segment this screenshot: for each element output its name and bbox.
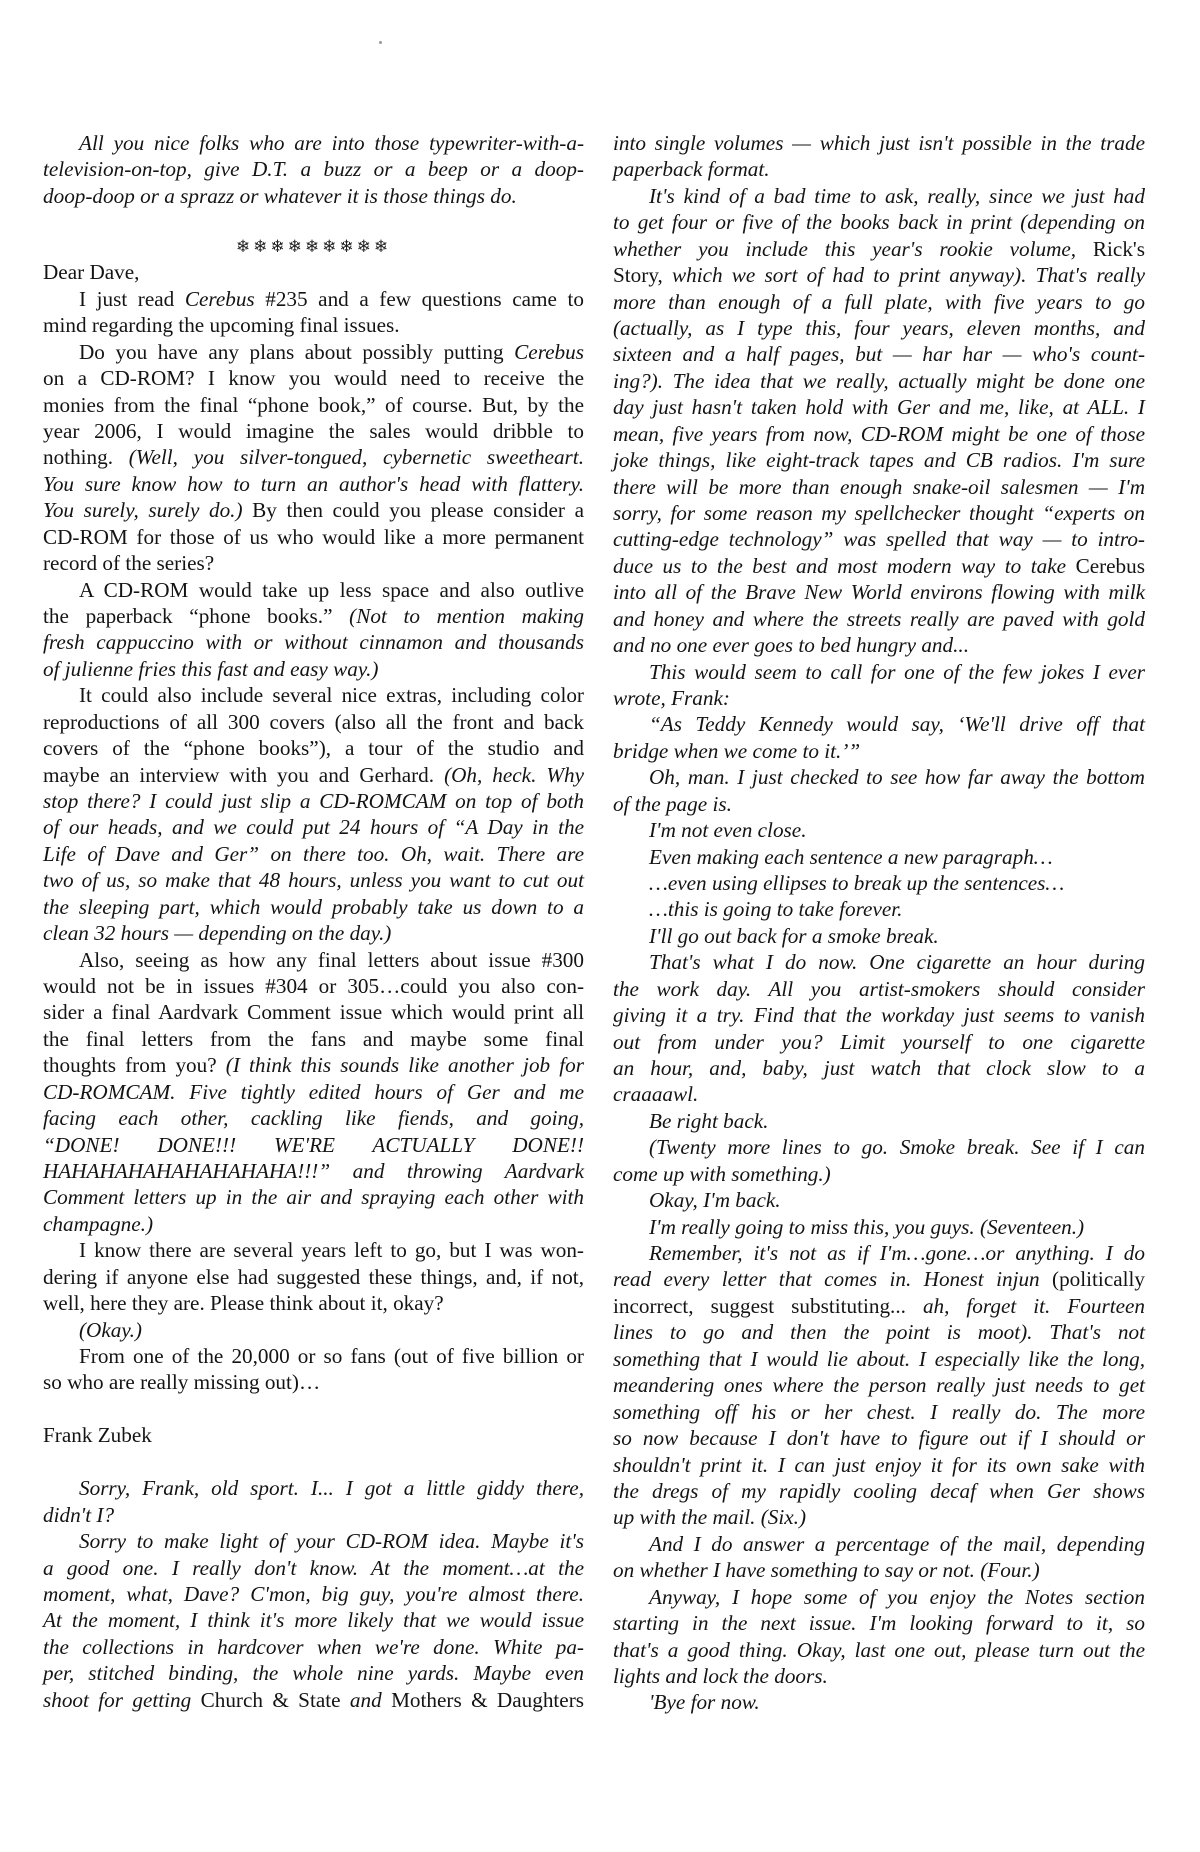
italic-text: something off his or her chest. I really do. The more [613, 1399, 1145, 1424]
italic-text: into all of the Brave New World environs flowing with milk [613, 580, 1145, 605]
roman-text: It could also include several nice extras, including color [79, 683, 584, 708]
roman-text: on a CD-ROM? I know you would need to receive the [43, 366, 584, 391]
text-line [613, 236, 1145, 263]
italic-text: lights and lock the doors. [613, 1663, 828, 1688]
text-line [43, 1502, 584, 1529]
italic-text: of our heads, and we could put 24 hours of “A Day in the [43, 815, 584, 840]
text-line [613, 209, 1145, 236]
italic-text: bridge when we come to it.’” [613, 738, 861, 763]
italic-text: didn't I? [43, 1502, 115, 1527]
italic-text: a good one. I really don't know. At the moment…at the [43, 1555, 584, 1580]
text-line [613, 817, 1145, 844]
text-line [613, 1531, 1145, 1558]
italic-text: of the page is. [613, 791, 732, 816]
text-line [613, 976, 1145, 1003]
text-line [43, 418, 584, 445]
italic-text: 'Bye for now. [649, 1690, 760, 1715]
text-line [43, 603, 584, 630]
roman-text: Mothers & Daughters [391, 1687, 585, 1712]
italic-text: lines to go and then the point is moot). That's not [613, 1320, 1145, 1345]
text-line [43, 682, 584, 709]
text-line [43, 1052, 584, 1079]
text-line [613, 1425, 1145, 1452]
roman-text: I know there are several years left to go, but I was won- [79, 1238, 584, 1263]
roman-text: the paperback “phone books.” [43, 604, 350, 629]
text-line [43, 156, 584, 183]
text-line [43, 1211, 584, 1238]
text-line [43, 1079, 584, 1106]
italic-text: giving it a try. Find that the workday just seems to vanish [613, 1003, 1145, 1028]
text-line [613, 791, 1145, 818]
italic-text: (Twenty more lines to go. Smoke break. See if I can [649, 1135, 1145, 1160]
roman-text: dering if anyone else had suggested these things, and, if not, [43, 1264, 584, 1289]
roman-text: Cerebus [1075, 553, 1145, 578]
italic-text: (Well, you silver-tongued, cybernetic sweetheart. [128, 445, 584, 470]
text-line [43, 1555, 584, 1582]
italic-text: Sorry, Frank, old sport. I... I got a little giddy there, [79, 1476, 584, 1501]
roman-text: Do you have any plans about possibly putting [79, 339, 515, 364]
text-line [613, 1452, 1145, 1479]
italic-text: which we sort of had to print anyway). That's really [662, 263, 1145, 288]
italic-text: ing?). The idea that we really, actually might be done one [613, 368, 1145, 393]
italic-text: cutting-edge technology” was spelled that way — to intro- [613, 527, 1145, 552]
italic-text: read every letter that comes in. Honest injun [613, 1267, 1053, 1292]
text-line [613, 474, 1145, 501]
roman-text: By then could you please consider a [242, 498, 584, 523]
text-line [43, 1237, 584, 1264]
italic-text: …this is going to take forever. [649, 897, 903, 922]
italic-text: “DONE! DONE!!! WE'RE ACTUALLY DONE!! [43, 1132, 584, 1157]
text-line [43, 1528, 584, 1555]
text-line [43, 1475, 584, 1502]
roman-text: sider a final Aardvark Comment issue which would print all [43, 1000, 584, 1025]
text-line [43, 1687, 584, 1714]
text-line [613, 632, 1145, 659]
italic-text: Okay, I'm back. [649, 1188, 781, 1213]
text-line [613, 1372, 1145, 1399]
text-line [613, 896, 1145, 923]
text-line [613, 844, 1145, 871]
italic-text: the dregs of my rapidly cooling decaf when Ger shows [613, 1478, 1145, 1503]
text-line [43, 1317, 584, 1344]
italic-text: of julienne fries this fast and easy way.) [43, 656, 379, 681]
text-line [613, 1346, 1145, 1373]
italic-text: the sleeping part, which would probably take us down to a [43, 894, 584, 919]
italic-text: the collections in hardcover when we're done. White pa- [43, 1634, 584, 1659]
italic-text: meandering ones where the person really just needs to get [613, 1373, 1145, 1398]
italic-text: (actually, as I type this, four years, eleven months, and [613, 316, 1145, 340]
italic-text: up with the mail. (Six.) [613, 1505, 807, 1530]
text-line [613, 1504, 1145, 1531]
text-line [43, 629, 584, 656]
text-line [613, 1637, 1145, 1664]
italic-text: fresh cappuccino with or without cinnamon and thousands [43, 630, 584, 655]
roman-text: reproductions of all 300 covers (also all the front and back [43, 709, 584, 734]
italic-text: That's what I do now. One cigarette an hour during [649, 950, 1145, 975]
italic-text: Comment letters up in the air and spraying each other with [43, 1185, 584, 1210]
text-line [613, 183, 1145, 210]
text-line [43, 339, 584, 366]
roman-text: year 2006, I would imagine the sales would dribble to [43, 419, 584, 443]
text-line [613, 262, 1145, 289]
text-line [43, 524, 584, 551]
italic-text: shoot for getting [43, 1687, 201, 1712]
italic-text: stop there? I could just slip a CD-ROMCAM on top of both [43, 789, 584, 814]
text-line [613, 526, 1145, 553]
text-line [613, 1399, 1145, 1426]
text-line [613, 1187, 1145, 1214]
roman-text: so who are really missing out)… [43, 1370, 321, 1395]
italic-text: Cerebus [514, 339, 584, 364]
italic-text: day just hasn't taken hold with Ger and me, like, at ALL. I [613, 395, 1145, 420]
text-line [613, 1478, 1145, 1505]
text-line [43, 894, 584, 921]
text-line [43, 973, 584, 1000]
italic-text: You surely, surely do.) [43, 498, 243, 523]
text-line [43, 577, 584, 604]
roman-text: record of the series? [43, 551, 215, 576]
text-line [613, 156, 1145, 183]
italic-text: and no one ever goes to bed hungry and... [613, 633, 969, 658]
roman-text: Story, [613, 263, 663, 288]
text-line [43, 867, 584, 894]
text-line [43, 1158, 584, 1185]
text-line [43, 312, 584, 339]
text-line [613, 553, 1145, 580]
italic-text: moment, what, Dave? C'mon, big guy, you're almost there. [43, 1581, 584, 1606]
text-line [43, 130, 584, 157]
text-line [613, 738, 1145, 765]
italic-text: sorry, for some reason my spellchecker thought “experts on [613, 501, 1145, 526]
text-line [43, 709, 584, 736]
text-line [613, 1134, 1145, 1161]
italic-text: facing each other, cackling like fiends, and going, [43, 1106, 584, 1131]
italic-text: (Not to mention making [349, 604, 585, 629]
italic-text: wrote, Frank: [613, 686, 730, 711]
roman-text: Frank Zubek [43, 1423, 152, 1448]
italic-text: to get four or five of the books back in print (depending on [613, 210, 1145, 235]
text-line [613, 1689, 1145, 1716]
roman-text: incorrect, suggest substituting... [613, 1293, 923, 1318]
italic-text: clean 32 hours — depending on the day.) [43, 921, 392, 946]
text-line [43, 1184, 584, 1211]
italic-text: You sure know how to turn an author's head with flattery. [43, 471, 584, 496]
italic-text: Remember, it's not as if I'm…gone…or anything. I do [649, 1241, 1145, 1266]
italic-text: more than enough of a full plate, with five years to go [613, 289, 1145, 314]
text-line [613, 1319, 1145, 1346]
text-line [43, 183, 584, 210]
text-line [43, 841, 584, 868]
text-line [613, 1029, 1145, 1056]
text-line [613, 421, 1145, 448]
text-line [43, 1634, 584, 1661]
text-line [43, 365, 584, 392]
text-line [613, 315, 1145, 342]
text-line [613, 1108, 1145, 1135]
text-line [43, 392, 584, 419]
italic-text: joke things, like eight-track tapes and CB radios. I'm sure [613, 448, 1145, 473]
text-line [613, 685, 1145, 712]
text-line [613, 949, 1145, 976]
italic-text: I'll go out back for a smoke break. [649, 923, 939, 948]
italic-text: “As Teddy Kennedy would say, ‘We'll drive off that [649, 712, 1145, 737]
text-line [613, 923, 1145, 950]
text-line [613, 394, 1145, 421]
italic-text: whether you include this year's rookie volume, [613, 236, 1093, 261]
text-line [43, 286, 584, 313]
italic-text: Life of Dave and Ger” on there too. Oh, wait. There are [43, 841, 584, 866]
text-line [613, 1293, 1145, 1320]
italic-text: I'm not even close. [649, 818, 807, 843]
roman-text: CD-ROM for those of us who would like a more permanent [43, 524, 584, 549]
italic-text: per, stitched binding, the whole nine yards. Maybe even [43, 1661, 584, 1686]
italic-text: doop-doop or a sprazz or whatever it is those things do. [43, 183, 517, 208]
roman-text: well, here they are. Please think about it, okay? [43, 1291, 444, 1316]
text-line [613, 130, 1145, 157]
text-line [43, 735, 584, 762]
text-line [43, 1581, 584, 1608]
italic-text: television-on-top, give D.T. a buzz or a beep or a doop- [43, 157, 584, 182]
print-speck [379, 41, 382, 44]
roman-text: monies from the final “phone book,” of course. But, by the [43, 392, 584, 417]
italic-text: two of us, so make that 48 hours, unless you want to cut out [43, 868, 584, 893]
italic-text: into single volumes — which just isn't possible in the trade [613, 131, 1145, 155]
italic-text: and [340, 1687, 392, 1712]
roman-text: nothing. [43, 445, 129, 470]
text-line [613, 579, 1145, 606]
italic-text: on whether I have something to say or not. (Four.) [613, 1558, 1040, 1583]
italic-text: CD-ROMCAM. Five tightly edited hours of Ger and me [43, 1079, 584, 1104]
italic-text: come up with something.) [613, 1161, 831, 1186]
italic-text: out from under you? Limit yourself to one cigarette [613, 1029, 1145, 1054]
text-line [613, 1214, 1145, 1241]
italic-text: HAHAHAHAHAHAHAHAHA!!!” and throwing Aardvark [43, 1159, 584, 1184]
text-line [613, 870, 1145, 897]
italic-text: an hour, and, baby, just watch that clock slow to a [613, 1056, 1145, 1081]
italic-text: shouldn't print it. I can just enjoy it for its own sake with [613, 1452, 1145, 1477]
section-separator: ❄❄❄❄❄❄❄❄❄ [235, 237, 392, 256]
text-line [43, 788, 584, 815]
text-line [613, 368, 1145, 395]
italic-text: (I think this sounds like another job for [225, 1053, 585, 1078]
italic-text: champagne.) [43, 1211, 154, 1236]
text-line [43, 259, 584, 286]
text-line [43, 1607, 584, 1634]
roman-text: #235 and a few questions came to [254, 286, 584, 311]
text-line [613, 1081, 1145, 1108]
text-line [613, 1266, 1145, 1293]
italic-text: there will be more than enough snake-oil salesmen — I'm [613, 474, 1145, 499]
text-line [43, 947, 584, 974]
text-line [613, 341, 1145, 368]
text-line [613, 659, 1145, 686]
text-line [613, 1610, 1145, 1637]
text-line [613, 1584, 1145, 1611]
roman-text: thoughts from you? [43, 1053, 226, 1078]
text-line [43, 1105, 584, 1132]
italic-text: Even making each sentence a new paragraph… [649, 844, 1053, 869]
text-line [43, 1422, 584, 1449]
text-line [613, 764, 1145, 791]
text-line [613, 1161, 1145, 1188]
text-line [613, 447, 1145, 474]
roman-text: Also, seeing as how any final letters about issue #300 [79, 947, 584, 972]
italic-text: This would seem to call for one of the few jokes I ever [649, 659, 1145, 684]
text-line [43, 444, 584, 471]
text-line [613, 1240, 1145, 1267]
italic-text: At the moment, I think it's more likely that we would issue [43, 1608, 584, 1633]
roman-text: Dear Dave, [43, 260, 140, 285]
italic-text: ah, forget it. Fourteen [922, 1293, 1145, 1318]
text-line [43, 999, 584, 1026]
roman-text: mind regarding the upcoming final issues. [43, 313, 400, 338]
roman-text: covers of the “phone books”), a tour of the studio and [43, 736, 584, 761]
italic-text: It's kind of a bad time to ask, really, since we just had [649, 183, 1145, 208]
text-line [43, 1343, 584, 1370]
text-line [613, 1663, 1145, 1690]
text-line [43, 1660, 584, 1687]
roman-text: maybe an interview with you and Gerhard. [43, 762, 445, 787]
italic-text: I'm really going to miss this, you guys. (Seventeen.) [649, 1214, 1085, 1239]
text-line [43, 920, 584, 947]
italic-text: sixteen and a half pages, but — har har — who's count- [613, 342, 1145, 367]
roman-text: (politically [1052, 1267, 1145, 1292]
text-line [613, 711, 1145, 738]
italic-text: duce us to the best and most modern way to take [613, 553, 1076, 578]
roman-text: Rick's [1092, 236, 1145, 261]
roman-text: A CD-ROM would take up less space and also outlive [79, 577, 584, 602]
italic-text: so now because I don't have to figure out if I should or [613, 1426, 1145, 1451]
italic-text: that's a good thing. Okay, last one out, please turn out the [613, 1637, 1145, 1662]
text-line [43, 1290, 584, 1317]
italic-text: the work day. All you artist-smokers should consider [613, 976, 1145, 1001]
roman-text: the final letters from the fans and maybe some final [43, 1026, 584, 1051]
text-line [613, 500, 1145, 527]
italic-text: and honey and where the streets really are paved with gold [613, 606, 1145, 631]
text-line [613, 1055, 1145, 1082]
text-line [43, 1026, 584, 1053]
italic-text: something that I would lie about. I especially like the long, [613, 1346, 1145, 1371]
text-line [43, 497, 584, 524]
text-line [613, 1002, 1145, 1029]
italic-text: …even using ellipses to break up the sentences… [649, 871, 1065, 896]
italic-text: Anyway, I hope some of you enjoy the Notes section [649, 1584, 1145, 1609]
text-line [43, 550, 584, 577]
italic-text: Cerebus [184, 286, 255, 311]
text-line [613, 289, 1145, 316]
roman-text: Church & State [200, 1687, 341, 1712]
italic-text: (Oh, heck. Why [444, 762, 585, 787]
italic-text: Be right back. [649, 1108, 769, 1133]
text-line [43, 1132, 584, 1159]
italic-text: Oh, man. I just checked to see how far away the bottom [649, 765, 1145, 790]
text-line [613, 606, 1145, 633]
italic-text: craaaawl. [613, 1082, 699, 1107]
italic-text: All you nice folks who are into those typewriter-with-a- [79, 131, 584, 155]
italic-text: (Okay.) [79, 1317, 142, 1342]
italic-text: paperback format. [613, 157, 770, 182]
italic-text: starting in the next issue. I'm looking forward to it, so [613, 1611, 1145, 1636]
text-line [43, 1264, 584, 1291]
text-line [43, 656, 584, 683]
italic-text: mean, five years from now, CD-ROM might be one of those [613, 421, 1145, 446]
italic-text: Sorry to make light of your CD-ROM idea. Maybe it's [79, 1529, 584, 1554]
text-line [613, 1557, 1145, 1584]
italic-text: And I do answer a percentage of the mail, depending [649, 1531, 1145, 1556]
roman-text: From one of the 20,000 or so fans (out of five billion or [79, 1344, 584, 1369]
text-line [43, 814, 584, 841]
roman-text: I just read [79, 286, 185, 311]
text-line [43, 471, 584, 498]
text-line [43, 762, 584, 789]
roman-text: would not be in issues #304 or 305…could you also con- [43, 974, 584, 999]
text-line [43, 1369, 584, 1396]
